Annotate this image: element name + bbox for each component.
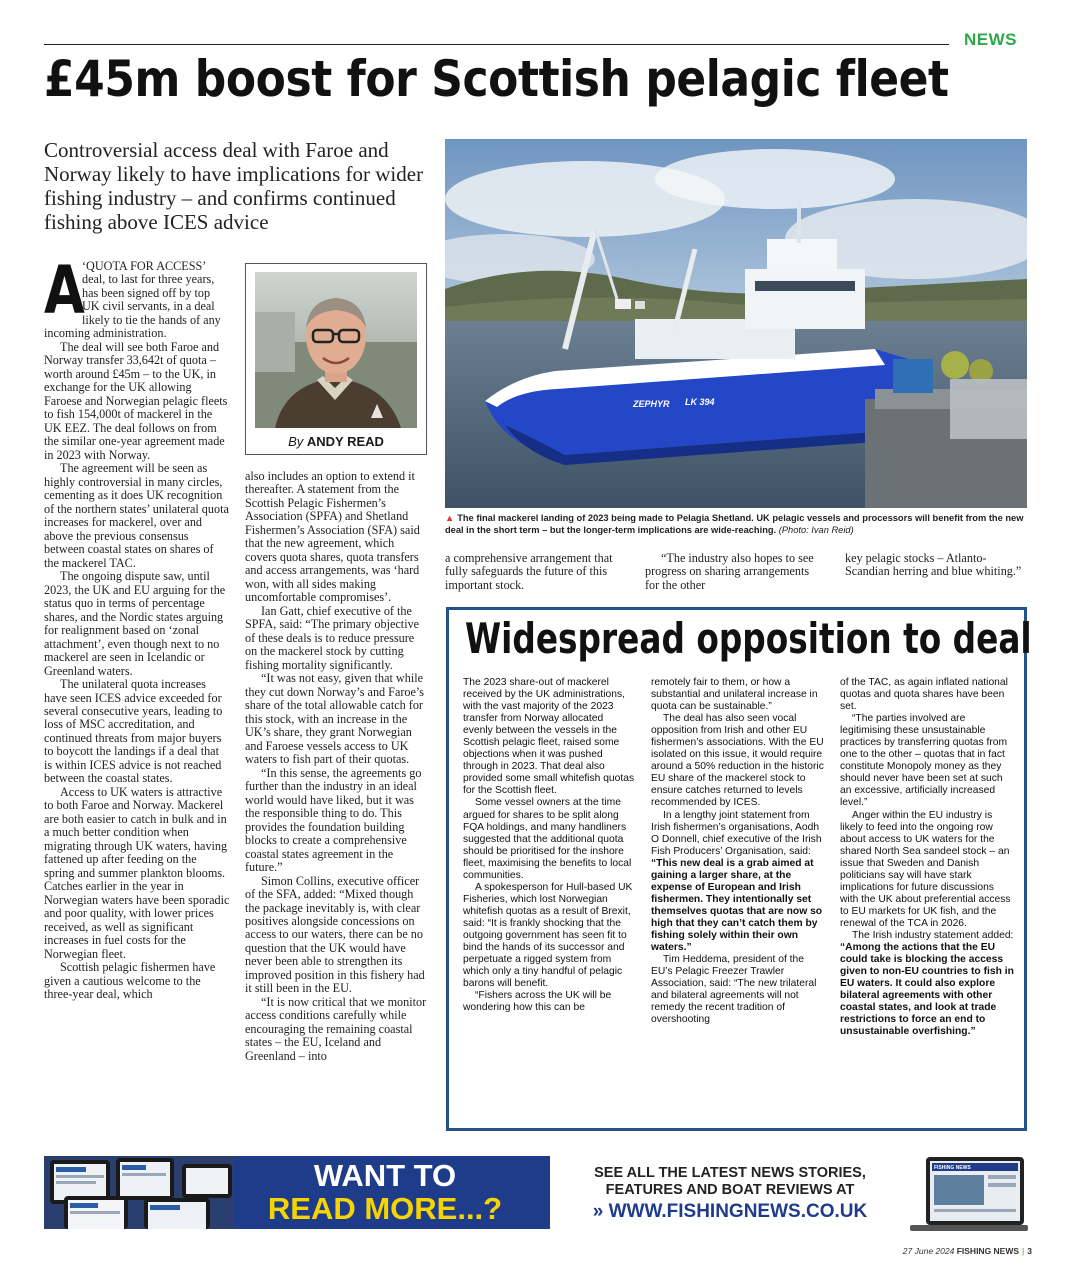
article-paragraph: “It is now critical that we monitor access conditions carefully while encouraging the remaining coastal states – the EU, Iceland and Greenland – into [245, 994, 427, 1063]
article-paragraph: Ian Gatt, chief executive of the SPFA, said: “The primary objective of these deals is to reduce pressure on the mackerel stock by cutting fishing mortality significantly. [245, 603, 420, 672]
page-number: 3 [1027, 1246, 1032, 1256]
promo-text: SEE ALL THE LATEST NEWS STORIES, FEATURES AND BOAT REVIEWS AT [594, 1165, 866, 1198]
box-paragraph: The deal has also seen vocal opposition from Irish and other EU fishermen’s associations. With the EU isolated on this issue, it would require around a 50% reduction in the historic EU share of the mackerel stock to ensure catches returned to levels recommended by ICES. [651, 713, 824, 809]
dropcap: A [44, 252, 85, 329]
box-column-3 [840, 677, 1014, 1038]
section-tag: NEWS [964, 30, 1017, 49]
article-paragraph: The ongoing dispute saw, until 2023, the UK and EU arguing for the status quo in terms of percentage shares, and the Nordic states arguing for realignment based on ‘zonal attachment’, even though next to no mackerel are seen in Icelandic or Greenland waters. [44, 569, 226, 678]
box-paragraph: Tim Heddema, president of the EU’s Pelagic Freezer Trawler Association, said: “The new trilateral and bilateral agreements will not remedy the recent tradition of overshooting [651, 954, 817, 1026]
promo-link[interactable] [570, 1201, 890, 1223]
article-column-1 [44, 252, 230, 1002]
box-paragraph: Some vessel owners at the time argued for shares to be split along FQA holdings, and many handliners suggested that the additional quota should be prioritised for the inshore fleet, maximising the benefits to local communities. [463, 797, 632, 881]
box-paragraph: The 2023 share-out of mackerel received by the UK administrations, with the vast majority of the 2023 transfer from Norway allocated evenly between the vessels in the Scottish pelagic fleet, raised some objections when it was pushed through in 2023. That deal also provided some small whitefish quotas for the Scottish fleet. [463, 677, 635, 797]
article-paragraph: “In this sense, the agreements go further than the industry in an ideal world would have liked, but it was the responsible thing to do. This provides the foundation building blocks to create a comprehensive coastal states agreement in the future.” [245, 765, 422, 875]
vessel-photo [445, 139, 1027, 508]
article-paragraph: Simon Collins, executive officer of the SFA, added: “Mixed though the package inevitably is, with clear positives alongside concessions on access to our waters, there can be no question that the UK would have never been able to strengthen its improved position in this fishery had it still been in the EU. [245, 873, 425, 996]
photo-credit: (Photo: Ivan Reid) [778, 524, 854, 535]
footer-separator: | [1022, 1246, 1025, 1256]
caption-arrow-icon: ▲ [445, 513, 455, 523]
article-paragraph: key pelagic stocks – Atlanto-Scandian herring and blue whiting.” [845, 551, 1022, 579]
box-paragraph: “The parties involved are legitimising these unsustainable practices by transferring quotas from one to the other – quotas that in fact constitute Monopoly money as they should never have been set at such an excessive, artificially increased level.” [840, 713, 1008, 809]
top-rule [44, 44, 949, 45]
headline: £45m boost for Scottish pelagic fleet [44, 50, 949, 108]
box-paragraph: Anger within the EU industry is likely to feed into the ongoing row about access to UK waters for the shared North Sea sandeel stock – an issue that Sweden and Danish politicians say will have stark implications for future discussions with the UK about preferential access to EU markets for UK fish, and the renewal of the TCA in 2026. [840, 809, 1011, 929]
article-continuation-3 [845, 552, 1027, 579]
article-paragraph: Access to UK waters is attractive to both Faroe and Norway. Mackerel are both easier to catch in bulk and in a much better condition when migrating through UK waters, having fattened up after feeding on the spring and summer plankton blooms. Catches earlier in the year in Norwegian waters have been sporadic and poor quality, with lower prices received, as well as significant increases in fuel costs for the Norwegian fleet. [44, 784, 230, 961]
vessel-number-label: LK 394 [685, 397, 715, 407]
footer-publication: FISHING NEWS [956, 1246, 1020, 1256]
footer-date: 27 June 2024 [902, 1246, 955, 1256]
article-continuation-1 [445, 552, 630, 592]
article-paragraph: “The industry also hopes to see progress on sharing arrangements for the other [645, 551, 814, 592]
tablet-stack-icon [44, 1156, 234, 1229]
byline [246, 434, 426, 449]
box-paragraph: The Irish industry statement added: [852, 929, 1014, 941]
box-quote-text: “This new deal is a grab aimed at gaining a larger share, at the expense of European and Irish fishermen. They intentionally set themselves quotas that are now so high that they can’t catch them by fishing solely within their own waters.” [651, 857, 823, 954]
box-paragraph: “Fishers across the UK will be wondering how this can be [463, 990, 612, 1014]
box-paragraph: In a lengthy joint statement from Irish fishermen’s organisations, Aodh O Donnell, chief executive of the Irish Fish Producers’ Organisation, said: [651, 809, 822, 857]
opposition-box [446, 607, 1032, 1131]
byline-author: ANDY READ [306, 434, 384, 449]
double-chevron-icon: » [592, 1201, 604, 1222]
promo-blue-panel[interactable] [44, 1156, 550, 1229]
promo-url-text: WWW.FISHINGNEWS.CO.UK [608, 1201, 868, 1222]
box-column-1 [463, 677, 635, 1014]
article-continuation-2 [645, 552, 825, 592]
article-column-2 [245, 470, 427, 1063]
box-column-2 [651, 677, 825, 1026]
article-paragraph: “It was not easy, given that while they cut down Norway’s and Faroe’s share of the total allowable catch for this stock, with an increase in the UK’s share, they grant Norwegian and Faroese vessels access to UK waters to fish part of their quotas. [245, 671, 425, 767]
article-paragraph: The unilateral quota increases have seen ICES advice exceeded for several consecutive years, leading to loss of MSC accreditation, and continued threats from major buyers to boycott the landings if a deal that is within ICES advice is not reached between the coastal states. [44, 677, 223, 786]
author-photo [255, 272, 417, 428]
byline-box [245, 263, 427, 455]
standfirst: Controversial access deal with Faroe and Norway likely to have implications for wider fishing industry – and confirms continued fishing above ICES advice [44, 138, 424, 235]
promo-headline[interactable] [240, 1160, 530, 1225]
article-paragraph: ‘QUOTA FOR ACCESS’ deal, to last for three years, has been signed off by top UK civil servants, in a deal likely to tie the hands of any incoming administration. [44, 259, 221, 341]
promo-line-1: WANT TO [313, 1158, 457, 1193]
laptop-screen-label: FISHING NEWS [934, 1165, 971, 1171]
box-paragraph: of the TAC, as again inflated national quotas and quota shares have been set. [840, 677, 1008, 713]
box-title: Widespread opposition to deal [465, 614, 1032, 663]
article-paragraph: The agreement will be seen as highly controversial in many circles, cementing as it does UK recognition of the northern states’ unilateral quota increases for mackerel, over and above the previous consensus between coastal states on shares of the mackerel TAC. [44, 461, 229, 570]
box-paragraph: remotely fair to them, or how a substantial and unilateral increase in quota can be sustainable.” [651, 677, 818, 713]
article-paragraph: Scottish pelagic fishermen have given a cautious welcome to the three-year deal, which [44, 960, 216, 1002]
article-paragraph: The deal will see both Faroe and Norway transfer 33,642t of quota – worth around £45m – to the UK, in exchange for the UK allowing Faroese and Norwegian pelagic fleets to fish 154,000t of mackerel in the UK EEZ. The deal follows on from the similar one-year agreement made in 2023 with Norway. [44, 339, 228, 462]
box-quote-text: “Among the actions that the EU could take is blocking the access given to non-EU countries to fish in EU waters. It could also explore bilateral agreements with other coastal states, and look at trade restrictions to force an end to unsustainable overfishing.” [840, 942, 1014, 1038]
box-paragraph: A spokesperson for Hull-based UK Fisheries, which lost Norwegian whitefish quotas as a result of Brexit, said: “It is frankly shocking that the outgoing government has seen fit to bind the hands of its successor and perpetuate a rigged system from which only a tiny handful of pelagic barons will benefit. [463, 881, 633, 990]
promo-banner[interactable] [44, 1153, 1032, 1235]
page-footer [860, 1246, 1032, 1256]
caption-text: The final mackerel landing of 2023 being made to Pelagia Shetland. UK pelagic vessels and processors will benefit from the new deal in the short term – but the longer-term implications are wide-reaching. [445, 513, 1024, 535]
photo-caption [445, 513, 1030, 536]
box-quote [840, 942, 1014, 1038]
article-paragraph: also includes an option to extend it thereafter. A statement from the Scottish Pelagic Fishermen’s Association (SPFA) and Shetland Fishermen’s Association (SFA) said that the new agreement, which covers quota shares, quota transfers and access arrangements, was ‘hard won, with all sides making uncomfortable compromises’. [245, 469, 420, 605]
promo-line-2: READ MORE...? [267, 1190, 503, 1226]
article-paragraph: a comprehensive arrangement that fully safeguards the future of this important stock. [445, 551, 613, 592]
laptop-icon [910, 1153, 1028, 1233]
vessel-name-label: ZEPHYR [633, 399, 670, 409]
box-quote [651, 858, 825, 954]
byline-prefix: By [288, 434, 304, 449]
